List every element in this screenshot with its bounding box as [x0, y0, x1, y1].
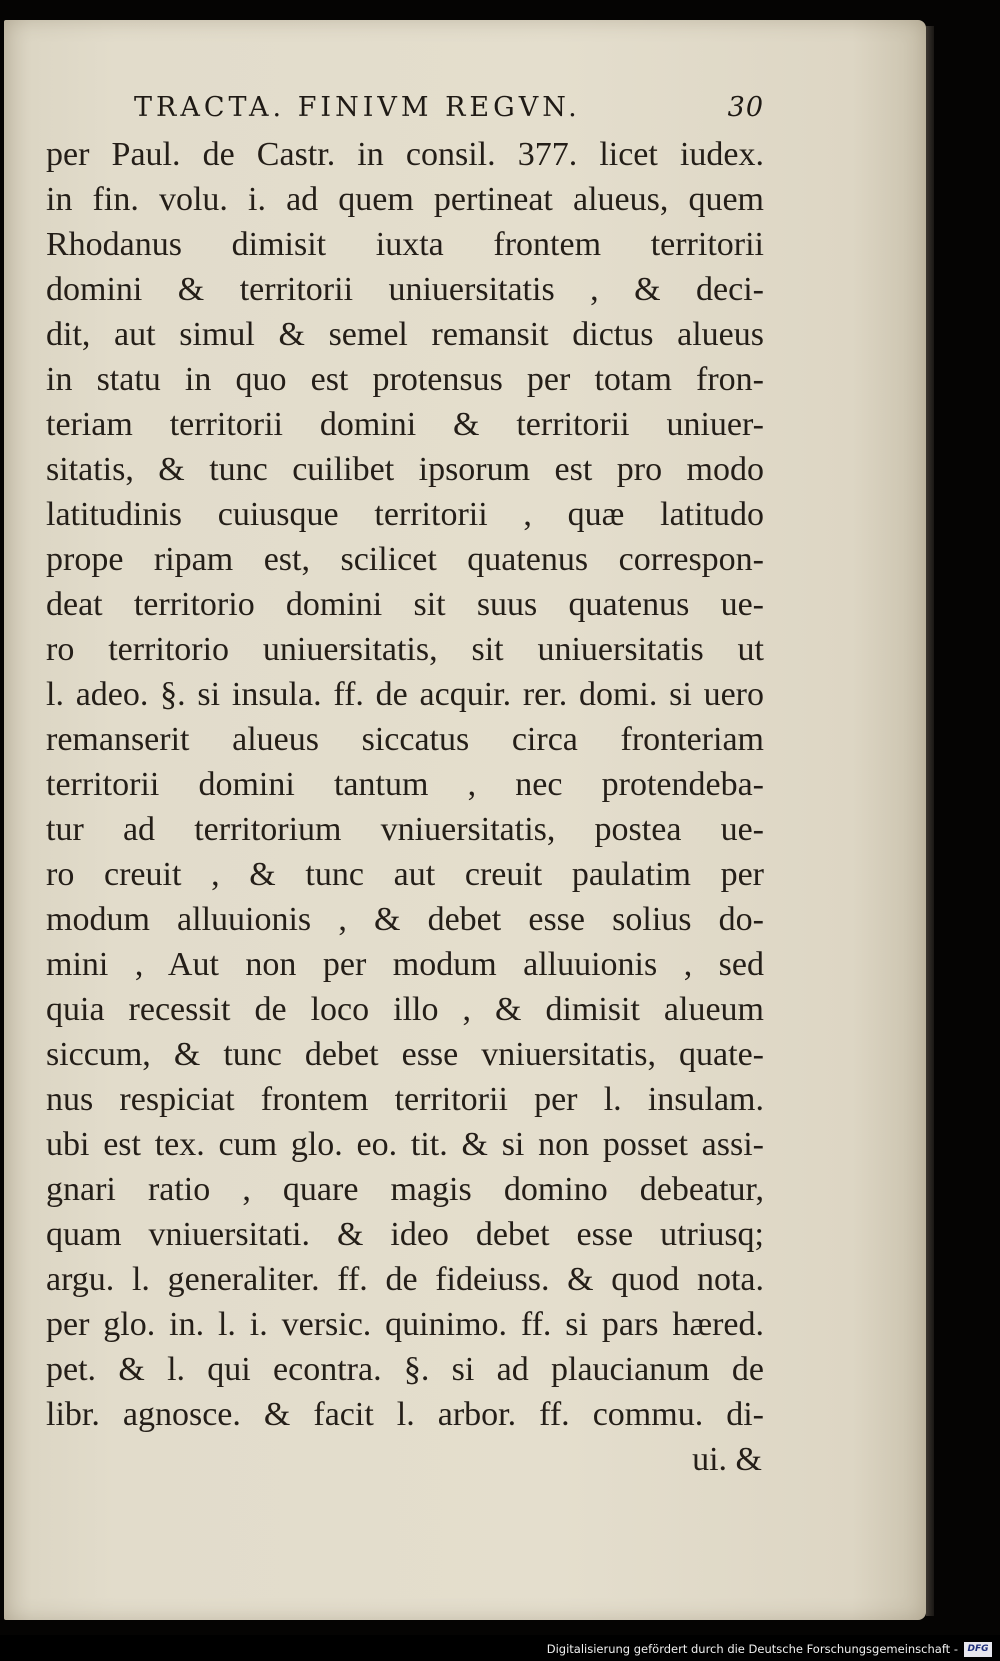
text-line: sitatis, & tunc cuilibet ipsorum est pro modo [46, 451, 764, 488]
text-line: tur ad territorium vniuersitatis, postea ue- [46, 811, 764, 848]
text-line: nus respiciat frontem territorii per l. insulam. [46, 1081, 764, 1118]
catchword-line: ui. & [692, 1441, 762, 1478]
dfg-logo-icon: DFG [964, 1642, 992, 1657]
footer-bar [0, 1635, 1000, 1661]
text-line: quam vniuersitati. & ideo debet esse utriusq; [46, 1216, 764, 1253]
text-line: latitudinis cuiusque territorii , quæ latitudo [46, 496, 764, 533]
page-number: 30 [727, 92, 764, 123]
running-head [134, 92, 764, 132]
text-line: in statu in quo est protensus per totam fron- [46, 361, 764, 398]
body-text [46, 132, 764, 1482]
text-line: Rhodanus dimisit iuxta frontem territorii [46, 226, 764, 263]
text-line: per Paul. de Castr. in consil. 377. licet iudex. [46, 136, 764, 173]
funding-credit: Digitalisierung gefördert durch die Deutsche Forschungsgemeinschaft - [546, 1642, 958, 1656]
text-line: prope ripam est, scilicet quatenus correspon- [46, 541, 764, 578]
text-line: in fin. volu. i. ad quem pertineat alueus, quem [46, 181, 764, 218]
text-line: modum alluuionis , & debet esse solius do- [46, 901, 764, 938]
text-line: deat territorio domini sit suus quatenus ue- [46, 586, 764, 623]
text-line: gnari ratio , quare magis domino debeatur, [46, 1171, 764, 1208]
text-line: ro creuit , & tunc aut creuit paulatim per [46, 856, 764, 893]
text-line: argu. l. generaliter. ff. de fideiuss. & quod nota. [46, 1261, 764, 1298]
text-line: quia recessit de loco illo , & dimisit alueum [46, 991, 764, 1028]
text-line: l. adeo. §. si insula. ff. de acquir. rer. domi. si uero [46, 676, 764, 713]
text-line: siccum, & tunc debet esse vniuersitatis, quate- [46, 1036, 764, 1073]
text-line: ro territorio uniuersitatis, sit uniuersitatis ut [46, 631, 764, 668]
text-line: pet. & l. qui econtra. §. si ad plaucianum de [46, 1351, 764, 1388]
book-page [4, 20, 926, 1620]
running-head-title: TRACTA. FINIVM REGVN. [134, 92, 581, 123]
text-line: domini & territorii uniuersitatis , & deci- [46, 271, 764, 308]
text-line: ubi est tex. cum glo. eo. tit. & si non posset assi- [46, 1126, 764, 1163]
page-edge-shadow [926, 26, 934, 1616]
text-line: mini , Aut non per modum alluuionis , sed [46, 946, 764, 983]
text-line: teriam territorii domini & territorii uniuer- [46, 406, 764, 443]
text-line: dit, aut simul & semel remansit dictus alueus [46, 316, 764, 353]
text-line: territorii domini tantum , nec protendeba- [46, 766, 764, 803]
text-line: remanserit alueus siccatus circa fronteriam [46, 721, 764, 758]
text-line: per glo. in. l. i. versic. quinimo. ff. si pars hæred. [46, 1306, 764, 1343]
text-line: libr. agnosce. & facit l. arbor. ff. commu. di- [46, 1396, 764, 1433]
